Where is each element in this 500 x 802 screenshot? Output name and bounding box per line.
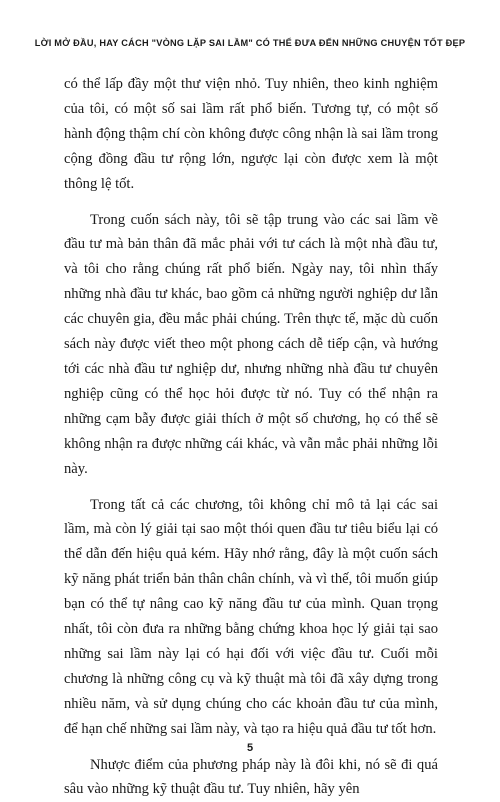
page-number: 5: [246, 742, 254, 754]
body-text: [64, 72, 438, 802]
paragraph-3: Trong tất cả các chương, tôi không chỉ mô tả lại các sai lầm, mà còn lý giải tại sao một thói quen đầu tư tiêu biểu lại có thể dẫn đến hiệu quả kém. Hãy nhớ rằng, đây là một cuốn sách kỹ năng phát triển bản thân chân chính, và vì thế, tôi muốn giúp bạn có thể tự nâng cao kỹ năng đầu tư của mình. Quan trọng nhất, tôi còn đưa ra những bằng chứng khoa học lý giải tại sao những sai lầm này lại có hại đối với việc đầu tư. Cuối mỗi chương là những công cụ và kỹ thuật mà tôi đã xây dựng trong nhiều năm, và sử dụng chúng cho các khoản đầu tư của mình, để hạn chế những sai lầm này, và tạo ra hiệu quả đầu tư tốt hơn.: [64, 496, 438, 737]
paragraph-4: Nhược điểm của phương pháp này là đôi khi, nó sẽ đi quá sâu vào những kỹ thuật đầu tư. Tuy nhiên, hãy yên: [64, 756, 438, 798]
paragraph-2: Trong cuốn sách này, tôi sẽ tập trung vào các sai lầm về đầu tư mà bản thân đã mắc phải với tư cách là một nhà đầu tư, và tôi cho rằng chúng rất phổ biến. Ngày nay, tôi nhìn thấy những nhà đầu tư khác, bao gồm cả những người nghiệp dư lẫn các chuyên gia, đều mắc phải chúng. Trên thực tế, mặc dù cuốn sách này được viết theo một phong cách dễ tiếp cận, và hướng tới các nhà đầu tư nghiệp dư, nhưng những nhà đầu tư chuyên nghiệp cũng có thể học hỏi được từ nó. Tuy có thể nhận ra những cạm bẫy được giải thích ở một số chương, họ có thể sẽ không nhận ra được những cái khác, và vẫn mắc phải những lỗi này.: [64, 211, 438, 477]
running-header: LỜI MỞ ĐẦU, HAY CÁCH "VÒNG LẶP SAI LẦM" CÓ THỂ ĐƯA ĐẾN NHỮNG CHUYỆN TỐT ĐẸP: [34, 38, 466, 48]
paragraph-1: có thể lấp đầy một thư viện nhỏ. Tuy nhiên, theo kinh nghiệm của tôi, có một số sai lầm rất phổ biến. Tương tự, có một số hành động thậm chí còn không được công nhận là sai lầm trong cộng đồng đầu tư rộng lớn, ngược lại còn được xem là một thông lệ tốt.: [64, 76, 438, 192]
